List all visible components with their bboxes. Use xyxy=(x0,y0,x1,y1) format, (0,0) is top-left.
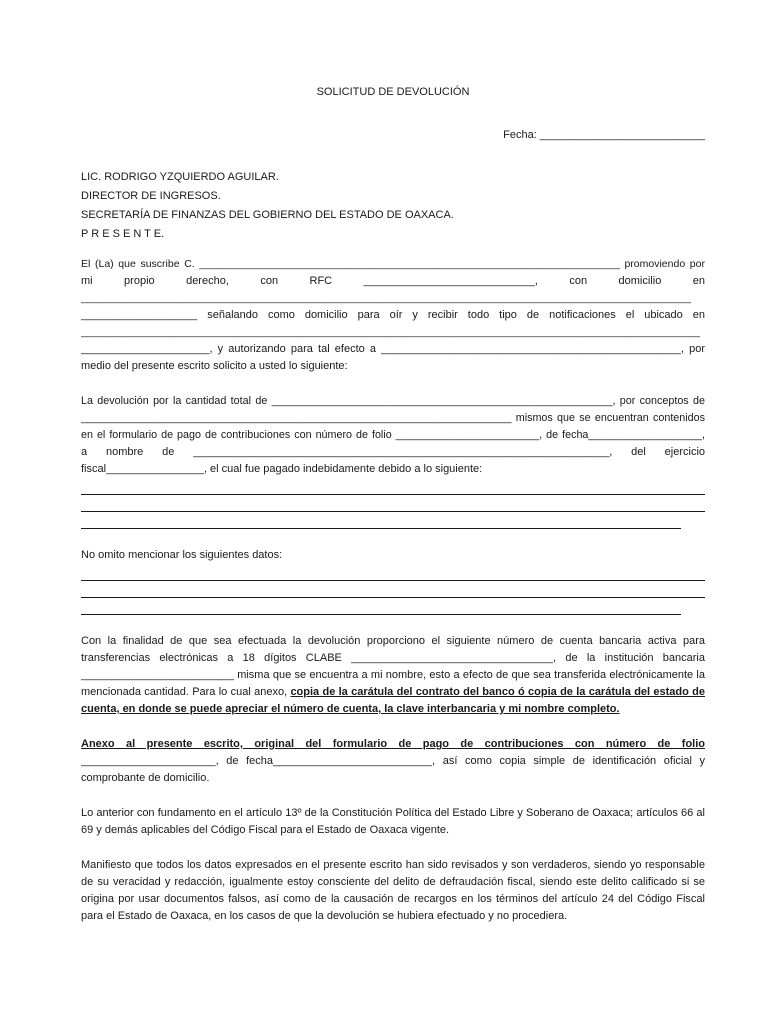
additional-data-paragraph xyxy=(81,547,705,615)
paragraph-line: La devolución por la cantidad total de _________________________________________________________, por conceptos de xyxy=(81,395,705,407)
annex-heading: Anexo al presente escrito, original del formulario de pago de contribuciones con número de folio xyxy=(81,738,705,750)
required-attachment-text: cuenta, en donde se puede apreciar el número de cuenta, la clave interbancaria y mi nombre completo. xyxy=(81,703,620,715)
paragraph-line: para el Estado de Oaxaca, en los casos de que la devolución se hubiera efectuado y no procediera. xyxy=(81,910,568,922)
paragraph-line: a nombre de ____________________________________________________________________, del ejercicio xyxy=(81,446,705,458)
paragraph-line xyxy=(81,701,705,718)
paragraph-line: _____________________, y autorizando para tal efecto a _________________________________________________, por xyxy=(81,343,705,355)
paragraph-line: ______________________, de fecha__________________________, así como copia simple de identificación oficial y xyxy=(81,755,705,767)
paragraph-line: ___________________________________________________________________________________________________________ xyxy=(81,293,691,304)
paragraph-line: El (La) que suscribe C. ________________________________________________________________________ promoviendo por xyxy=(81,258,705,270)
paragraph-line: ________________________________________________________________________ mismos que se encuentran contenidos xyxy=(81,412,705,424)
paragraph-line: en el formulario de pago de contribuciones con número de folio ________________________, de fecha___________________, xyxy=(81,429,705,441)
recipient-agency: SECRETARÍA DE FINANZAS DEL GOBIERNO DEL ESTADO DE OAXACA. xyxy=(81,209,454,221)
blank-line xyxy=(81,478,705,495)
paragraph-line: transferencias electrónicas a 18 dígitos CLABE _________________________________, de la institución bancaria xyxy=(81,652,705,664)
paragraph-line: origina por usar documentos falsos, así como de la causación de recargos en los términos del artículo 24 del Código Fiscal xyxy=(81,893,705,905)
recipient-block xyxy=(81,168,705,244)
required-attachment-text: copia de la carátula del contrato del banco ó copia de la carátula del estado de xyxy=(290,686,705,698)
paragraph-line: No omito mencionar los siguientes datos: xyxy=(81,549,283,561)
declaration-paragraph xyxy=(81,857,705,925)
annex-paragraph xyxy=(81,736,705,787)
bank-account-paragraph xyxy=(81,633,705,718)
paragraph-line: fiscal________________, el cual fue pagado indebidamente debido a lo siguiente: xyxy=(81,463,483,475)
paragraph-line: medio del presente escrito solicito a usted lo siguiente: xyxy=(81,360,348,372)
paragraph-line: mi propio derecho, con RFC ____________________________, con domicilio en xyxy=(81,275,705,287)
document xyxy=(81,84,705,925)
blank-line xyxy=(81,564,705,581)
blank-line xyxy=(81,495,705,512)
legal-basis-paragraph xyxy=(81,805,705,839)
refund-paragraph xyxy=(81,393,705,529)
recipient-name: LIC. RODRIGO YZQUIERDO AGUILAR. xyxy=(81,171,279,183)
paragraph-line: ___________________ señalando como domicilio para oír y recibir todo tipo de notificaciones el ubicado en xyxy=(81,309,705,321)
petitioner-paragraph xyxy=(81,256,705,375)
presente-line: P R E S E N T E. xyxy=(81,228,165,240)
paragraph-line xyxy=(81,736,705,753)
date-field: Fecha: ___________________________ xyxy=(503,129,705,141)
paragraph-line: Manifiesto que todos los datos expresados en el presente escrito han sido revisados y son verdaderos, siendo yo responsable xyxy=(81,859,705,871)
document-title: SOLICITUD DE DEVOLUCIÓN xyxy=(316,86,470,98)
paragraph-line: 69 y demás aplicables del Código Fiscal para el Estado de Oaxaca vigente. xyxy=(81,824,450,836)
paragraph-line: de su veracidad y redacción, igualmente estoy consciente del delito de defraudación fiscal, siendo este delito calificado si se xyxy=(81,876,705,888)
paragraph-line: Con la finalidad de que sea efectuada la devolución proporciono el siguiente número de cuenta bancaria activa para xyxy=(81,635,705,647)
blank-line xyxy=(81,598,681,615)
paragraph-line: Lo anterior con fundamento en el artículo 13º de la Constitución Política del Estado Libre y Soberano de Oaxaca; artículos 66 al xyxy=(81,807,705,819)
plain-text: mencionada cantidad. Para lo cual anexo, xyxy=(81,686,291,698)
paragraph-line: comprobante de domicilio. xyxy=(81,772,210,784)
paragraph-line xyxy=(81,684,705,701)
blank-line xyxy=(81,512,681,529)
blank-line xyxy=(81,581,705,598)
paragraph-line: _________________________ misma que se encuentra a mi nombre, esto a efecto de que sea transferida electrónicamente la xyxy=(81,669,705,681)
paragraph-line: __________________________________________________________________________________________________________ xyxy=(81,326,700,338)
recipient-position: DIRECTOR DE INGRESOS. xyxy=(81,190,221,202)
